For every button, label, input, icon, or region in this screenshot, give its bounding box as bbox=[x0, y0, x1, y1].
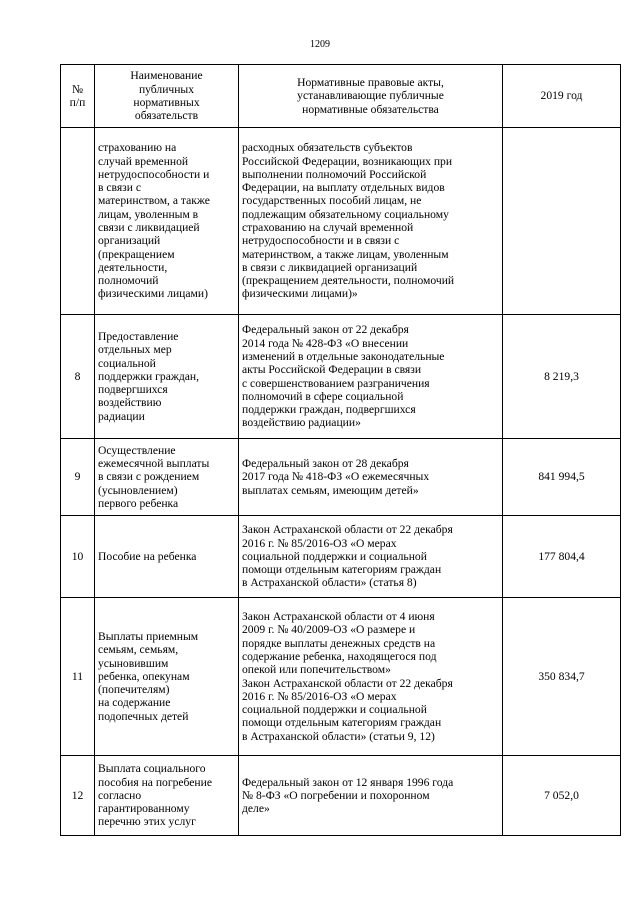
row-num: 8 bbox=[61, 315, 95, 439]
table-row bbox=[61, 128, 621, 315]
header-year: 2019 год bbox=[503, 65, 621, 128]
row-num bbox=[61, 128, 95, 315]
row-amount: 841 994,5 bbox=[503, 439, 621, 516]
row-num: 9 bbox=[61, 439, 95, 516]
row-num: 12 bbox=[61, 756, 95, 836]
row-amount: 8 219,3 bbox=[503, 315, 621, 439]
row-name: страхованию на случай временной нетрудоспособности и в связи с материнством, а также лицам, уволенным в связи с ликвидацией организаций (прекращением деятельности, полномочий физическими лицами) bbox=[95, 128, 239, 315]
header-name: Наименование публичных нормативных обязательств bbox=[95, 65, 239, 128]
row-amount: 177 804,4 bbox=[503, 516, 621, 598]
table-row bbox=[61, 439, 621, 516]
row-acts: Закон Астраханской области от 4 июня 2009 г. № 40/2009-ОЗ «О размере и порядке выплаты денежных средств на содержание ребенка, находящегося под опекой или попечительством» Закон Астраханской области от 22 декабря 2016 г. № 85/2016-ОЗ «О мерах социальной поддержки и социальной помощи отдельным категориям граждан в Астраханской области» (статьи 9, 12) bbox=[239, 598, 503, 756]
row-acts: расходных обязательств субъектов Российской Федерации, возникающих при выполнении полномочий Российской Федерации, на выплату отдельных видов государственных пособий лицам, не подлежащим обязательному социальному страхованию на случай временной нетрудоспособности и в связи с материнством, а также лицам, уволенным в связи с ликвидацией организаций (прекращением деятельности, полномочий физическими лицами)» bbox=[239, 128, 503, 315]
row-name: Осуществление ежемесячной выплаты в связи с рождением (усыновлением) первого ребенка bbox=[95, 439, 239, 516]
row-amount: 7 052,0 bbox=[503, 756, 621, 836]
row-amount: 350 834,7 bbox=[503, 598, 621, 756]
table-row bbox=[61, 315, 621, 439]
row-acts: Федеральный закон от 28 декабря 2017 года № 418-ФЗ «О ежемесячных выплатах семьям, имеющим детей» bbox=[239, 439, 503, 516]
row-acts: Закон Астраханской области от 22 декабря 2016 г. № 85/2016-ОЗ «О мерах социальной поддержки и социальной помощи отдельным категориям граждан в Астраханской области» (статья 8) bbox=[239, 516, 503, 598]
row-name: Пособие на ребенка bbox=[95, 516, 239, 598]
row-amount bbox=[503, 128, 621, 315]
obligations-table bbox=[60, 64, 621, 836]
row-acts: Федеральный закон от 12 января 1996 года № 8-ФЗ «О погребении и похоронном деле» bbox=[239, 756, 503, 836]
row-name: Предоставление отдельных мер социальной поддержки граждан, подвергшихся воздействию радиации bbox=[95, 315, 239, 439]
row-num: 11 bbox=[61, 598, 95, 756]
table-row bbox=[61, 516, 621, 598]
table-row bbox=[61, 756, 621, 836]
header-acts: Нормативные правовые акты, устанавливающие публичные нормативные обязательства bbox=[239, 65, 503, 128]
row-acts: Федеральный закон от 22 декабря 2014 года № 428-ФЗ «О внесении изменений в отдельные законодательные акты Российской Федерации в связи с совершенствованием разграничения полномочий в сфере социальной поддержки граждан, подвергшихся воздействию радиации» bbox=[239, 315, 503, 439]
row-name: Выплата социального пособия на погребение согласно гарантированному перечню этих услуг bbox=[95, 756, 239, 836]
table-header-row bbox=[61, 65, 621, 128]
header-num: № п/п bbox=[61, 65, 95, 128]
table-row bbox=[61, 598, 621, 756]
row-name: Выплаты приемным семьям, семьям, усыновившим ребенка, опекунам (попечителям) на содержание подопечных детей bbox=[95, 598, 239, 756]
row-num: 10 bbox=[61, 516, 95, 598]
page-number: 1209 bbox=[310, 39, 330, 50]
